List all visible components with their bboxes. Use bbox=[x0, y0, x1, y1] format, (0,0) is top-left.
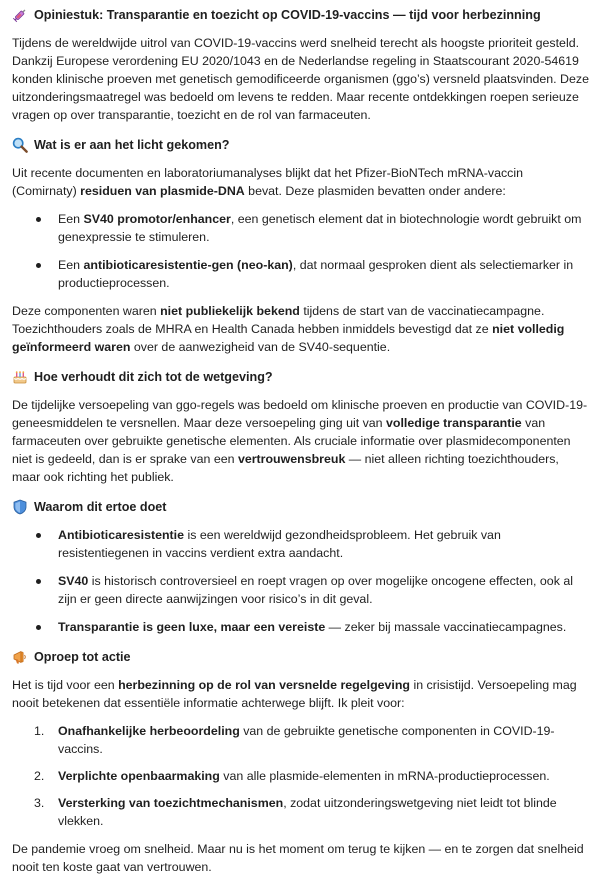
section-heading-law-text: Hoe verhoudt dit zich tot de wetgeving? bbox=[34, 370, 273, 384]
section-heading-call-text: Oproep tot actie bbox=[34, 650, 131, 664]
law-text-b: volledige transparantie bbox=[386, 416, 522, 430]
found-text-b: residuen van plasmide-DNA bbox=[80, 184, 245, 198]
section-heading-why-text: Waarom dit ertoe doet bbox=[34, 500, 167, 514]
components-paragraph bbox=[12, 302, 590, 356]
section-heading-law bbox=[12, 368, 590, 386]
list-item-bold: SV40 promotor/enhancer bbox=[83, 212, 231, 226]
law-text-c: van farmaceuten over gebruikte genetische elementen. Als cruciale informatie over plasmidecomponenten niet is gedeeld, dan is er sprake van een bbox=[12, 416, 571, 466]
list-item-post: van de gebruikte genetische componenten in COVID-19-vaccins. bbox=[58, 724, 555, 756]
section-heading-found-text: Wat is er aan het licht gekomen? bbox=[34, 138, 230, 152]
list-item bbox=[12, 794, 590, 830]
list-item-post: is een wereldwijd gezondheidsprobleem. Het gebruik van resistentiegenen in vaccins verdient extra aandacht. bbox=[58, 528, 501, 560]
cake-icon bbox=[12, 369, 28, 385]
article-title-text: Opiniestuk: Transparantie en toezicht op COVID-19-vaccins — tijd voor herbezinning bbox=[34, 8, 541, 22]
list-item bbox=[12, 210, 590, 246]
intro-paragraph: Tijdens de wereldwijde uitrol van COVID-19-vaccins werd snelheid terecht als hoogste prioriteit gesteld. Dankzij Europese verordening EU 2020/1043 en de Nederlandse regeling in Staatscourant 2020-54619 konden klinische proeven met genetisch gemodificeerde organismen (ggo’s) versneld plaatsvinden. Deze uitzonderingsmaatregel was bedoeld om levens te redden. Maar recente ontdekkingen roepen serieuze vragen op over transparantie, toezicht en de rol van farmaceuten. bbox=[12, 36, 589, 122]
list-item-number: 2. bbox=[34, 769, 45, 783]
list-item-bold: Onafhankelijke herbeoordeling bbox=[58, 724, 240, 738]
list-item-pre: Een bbox=[58, 258, 84, 272]
list-item bbox=[12, 256, 590, 292]
law-text-a: De tijdelijke versoepeling van ggo-regels was bedoeld om klinische proeven en productie van COVID-19-geneesmiddelen te versnellen. Maar deze versoepeling ging uit van bbox=[12, 398, 588, 430]
list-item-bold: antibioticaresistentie-gen (neo-kan) bbox=[83, 258, 293, 272]
call-text-b: herbezinning op de rol van versnelde regelgeving bbox=[118, 678, 410, 692]
list-item-pre: Een bbox=[58, 212, 84, 226]
section-heading-why bbox=[12, 498, 590, 516]
list-item-bold: Verplichte openbaarmaking bbox=[58, 769, 220, 783]
call-text-c: in crisistijd. Versoepeling mag nooit betekenen dat essentiële informatie achterwege blijft. Ik pleit voor: bbox=[12, 678, 577, 710]
magnifying-glass-icon bbox=[12, 137, 28, 153]
list-item-post: , zodat uitzonderingswetgeving niet leidt tot blinde vlekken. bbox=[58, 796, 557, 828]
article-title bbox=[12, 6, 590, 24]
found-text-c: bevat. Deze plasmiden bevatten onder andere: bbox=[244, 184, 506, 198]
found-list bbox=[12, 210, 590, 292]
closing-paragraph: De pandemie vroeg om snelheid. Maar nu is het moment om terug te kijken — en te zorgen dat snelheid nooit ten koste gaat van vertrouwen. bbox=[12, 842, 584, 874]
list-item-post: , een genetisch element dat in biotechnologie wordt gebruikt om genexpressie te stimuleren. bbox=[58, 212, 582, 244]
syringe-icon bbox=[12, 7, 28, 23]
list-item-bold: SV40 bbox=[58, 574, 89, 588]
list-item-number: 3. bbox=[34, 796, 45, 810]
megaphone-icon bbox=[12, 649, 28, 665]
list-item-post: van alle plasmide-elementen in mRNA-productieprocessen. bbox=[219, 769, 550, 783]
list-item-number: 1. bbox=[34, 724, 45, 738]
call-paragraph bbox=[12, 676, 590, 712]
components-text-4: niet volledig geïnformeerd waren bbox=[12, 322, 565, 354]
law-text-d: vertrouwensbreuk bbox=[237, 452, 346, 466]
list-item-bold: Antibioticaresistentie bbox=[58, 528, 184, 542]
found-paragraph bbox=[12, 164, 590, 200]
law-paragraph bbox=[12, 396, 590, 486]
list-item bbox=[12, 618, 590, 636]
list-item bbox=[12, 572, 590, 608]
list-item bbox=[12, 526, 590, 562]
actions-list bbox=[12, 722, 590, 830]
list-item bbox=[12, 767, 590, 785]
call-text-a: Het is tijd voor een bbox=[12, 678, 119, 692]
found-text-a: Uit recente documenten en laboratoriumanalyses blijkt dat het Pfizer-BioNTech mRNA-vaccin (Comirnaty) bbox=[12, 166, 523, 198]
components-text-5: over de aanwezigheid van de SV40-sequentie. bbox=[130, 340, 391, 354]
list-item bbox=[12, 722, 590, 758]
section-heading-found bbox=[12, 136, 590, 154]
components-text-2: niet publiekelijk bekend bbox=[160, 304, 300, 318]
components-text-1: Deze componenten waren bbox=[12, 304, 161, 318]
why-list bbox=[12, 526, 590, 636]
components-text-3: tijdens de start van de vaccinatiecampagne. Toezichthouders zoals de MHRA en Health Canada hebben inmiddels bevestigd dat ze bbox=[12, 304, 545, 336]
section-heading-call bbox=[12, 648, 590, 666]
list-item-post: , dat normaal gesproken dient als selectiemarker in productieprocessen. bbox=[58, 258, 574, 290]
law-text-e: — niet alleen richting toezichthouders, maar ook richting het publiek. bbox=[12, 452, 559, 484]
list-item-post: is historisch controversieel en roept vragen op over mogelijke oncogene effecten, ook al zijn er geen directe aanwijzingen voor risico’s in dit geval. bbox=[58, 574, 573, 606]
list-item-bold: Versterking van toezichtmechanismen bbox=[58, 796, 284, 810]
list-item-bold: Transparantie is geen luxe, maar een vereiste bbox=[58, 620, 326, 634]
list-item-post: — zeker bij massale vaccinatiecampagnes. bbox=[325, 620, 567, 634]
shield-icon bbox=[12, 499, 28, 515]
